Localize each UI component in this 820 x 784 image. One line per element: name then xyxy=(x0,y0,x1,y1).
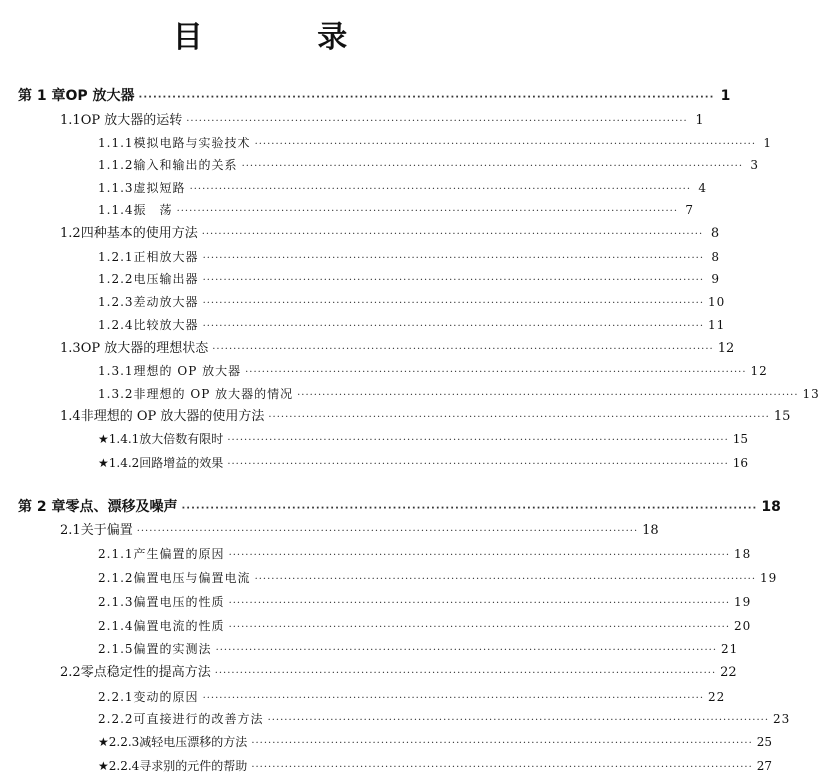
entry-number: 1.2.1 xyxy=(98,250,134,264)
page-number: 8 xyxy=(710,226,720,241)
entry-title: 电压输出器 xyxy=(133,272,199,286)
dot-leader: ························································································································ xyxy=(215,645,718,656)
entry-number: 1.3.1 xyxy=(98,364,134,378)
page-number: 18 xyxy=(761,499,781,515)
entry-title: 理想的 OP 放大器 xyxy=(133,364,242,378)
dot-leader: ························································································································ xyxy=(254,574,757,585)
toc-subsection-entry xyxy=(98,454,749,472)
entry-title: 关于偏置 xyxy=(80,523,133,538)
entry-number: 第 1 章 xyxy=(18,88,66,104)
page-number: 18 xyxy=(734,547,752,561)
page-number: 19 xyxy=(760,571,778,585)
entry-number: 1.4 xyxy=(60,409,81,424)
page-number: 8 xyxy=(711,250,721,264)
dot-leader: ························································································································ xyxy=(251,738,753,749)
entry-title: 零点稳定性的提高方法 xyxy=(80,665,211,680)
page-number: 12 xyxy=(750,364,768,378)
dot-leader: ························································································································ xyxy=(202,253,705,264)
entry-number: 1.2 xyxy=(60,226,81,241)
page-number: 3 xyxy=(750,158,760,172)
entry-number: 2.2.2 xyxy=(98,712,134,726)
page-title: 目 录 xyxy=(172,20,400,55)
entry-number: 1.1 xyxy=(60,113,81,128)
entry-title: 模拟电路与实验技术 xyxy=(133,136,251,150)
dot-leader: ························································································································ xyxy=(201,229,704,240)
entry-number: 1.1.1 xyxy=(98,136,134,150)
dot-leader: ························································································································ xyxy=(202,298,705,309)
entry-number: 1.1.2 xyxy=(98,158,134,172)
dot-leader: ························································································································ xyxy=(268,412,770,423)
entry-title: 减轻电压漂移的方法 xyxy=(139,735,248,749)
dot-leader: ························································································································ xyxy=(228,622,731,633)
entry-number: 2.1.2 xyxy=(98,571,134,585)
dot-leader: ························································································································ xyxy=(189,184,692,195)
dot-leader: ························································································································ xyxy=(267,715,770,726)
toc-section-entry xyxy=(60,522,659,540)
entry-number: 2.1.4 xyxy=(98,619,134,633)
toc-subsection-entry xyxy=(98,134,773,152)
dot-leader: ························································································································ xyxy=(202,275,705,286)
entry-title: 偏置电压的性质 xyxy=(133,595,225,609)
entry-number: 2.1.1 xyxy=(98,547,134,561)
entry-title: 寻求别的元件的帮助 xyxy=(139,759,248,773)
entry-title: 非理想的 OP 放大器的使用方法 xyxy=(80,409,265,424)
page-number: 7 xyxy=(685,203,695,217)
entry-title: 放大倍数有限时 xyxy=(139,432,224,446)
entry-number: 1.3.2 xyxy=(98,387,134,401)
toc-subsection-entry xyxy=(98,201,695,219)
dot-leader: ························································································································ xyxy=(214,668,717,679)
dot-leader: ························································································································ xyxy=(212,344,714,355)
entry-title: 非理想的 OP 放大器的情况 xyxy=(133,387,294,401)
dot-leader: ························································································································ xyxy=(227,459,729,470)
page-number: 15 xyxy=(773,409,791,424)
entry-title: 振 荡 xyxy=(133,203,173,217)
entry-title: 虚拟短路 xyxy=(133,181,186,195)
toc-subsection-entry xyxy=(98,248,721,266)
entry-number: 第 2 章 xyxy=(18,499,66,515)
entry-number: ★2.2.3 xyxy=(98,735,140,749)
entry-title: 产生偏置的原因 xyxy=(133,547,225,561)
page-number: 1 xyxy=(763,136,773,150)
page-number: 18 xyxy=(642,523,659,538)
page-number: 4 xyxy=(698,181,708,195)
entry-title: 零点、漂移及噪声 xyxy=(65,499,178,515)
entry-number: 2.1 xyxy=(60,523,81,538)
dot-leader: ························································································································ xyxy=(202,693,705,704)
entry-title: 可直接进行的改善方法 xyxy=(133,712,264,726)
toc-section-entry xyxy=(60,112,704,130)
page-number: 22 xyxy=(720,665,737,680)
page-number: 20 xyxy=(734,619,752,633)
entry-number: 1.1.3 xyxy=(98,181,134,195)
toc-section-entry xyxy=(60,408,791,426)
page-number: 27 xyxy=(756,759,773,773)
entry-title: 差动放大器 xyxy=(133,295,199,309)
dot-leader: ························································································································ xyxy=(202,321,705,332)
dot-leader: ························································································································ xyxy=(176,206,679,217)
entry-number: 1.2.3 xyxy=(98,295,134,309)
toc-section-entry xyxy=(60,340,735,358)
toc-subsection-entry xyxy=(98,593,752,611)
entry-number: 2.2 xyxy=(60,665,81,680)
entry-title: OP 放大器的理想状态 xyxy=(80,341,209,356)
toc-subsection-entry xyxy=(98,640,739,658)
entry-title: 变动的原因 xyxy=(133,690,199,704)
page-number: 25 xyxy=(756,735,773,749)
toc-subsection-entry xyxy=(98,385,820,403)
toc-chapter-entry xyxy=(18,498,781,516)
toc-subsection-entry xyxy=(98,757,773,775)
page-number: 19 xyxy=(734,595,752,609)
page-number: 10 xyxy=(708,295,726,309)
toc-subsection-entry xyxy=(98,156,760,174)
entry-title: 偏置电压与偏置电流 xyxy=(133,571,251,585)
dot-leader: ························································································································ xyxy=(228,550,731,561)
dot-leader: ························································································································ xyxy=(251,762,753,773)
dot-leader: ························································································································ xyxy=(136,526,639,537)
toc-subsection-entry xyxy=(98,362,768,380)
dot-leader: ························································································································ xyxy=(186,116,688,127)
page-number: 16 xyxy=(732,456,749,470)
page-number: 9 xyxy=(711,272,721,286)
toc-subsection-entry xyxy=(98,293,726,311)
entry-title: 输入和输出的关系 xyxy=(133,158,238,172)
entry-title: OP 放大器的运转 xyxy=(80,113,183,128)
dot-leader: ························································································································ xyxy=(241,161,744,172)
entry-number: 1.3 xyxy=(60,341,81,356)
entry-number: 1.2.4 xyxy=(98,318,134,332)
dot-leader: ························································································································ xyxy=(228,598,731,609)
toc-subsection-entry xyxy=(98,569,778,587)
toc-subsection-entry xyxy=(98,710,791,728)
toc-section-entry xyxy=(60,225,720,243)
page-number: 1 xyxy=(720,88,731,104)
entry-number: ★1.4.1 xyxy=(98,432,140,446)
toc-subsection-entry xyxy=(98,688,726,706)
toc-chapter-entry xyxy=(18,87,731,105)
toc-subsection-entry xyxy=(98,270,721,288)
entry-title: 偏置的实测法 xyxy=(133,642,212,656)
entry-title: OP 放大器 xyxy=(65,88,135,104)
page-number: 12 xyxy=(717,341,735,356)
toc-subsection-entry xyxy=(98,545,752,563)
entry-title: 回路增益的效果 xyxy=(139,456,224,470)
entry-number: 2.2.1 xyxy=(98,690,134,704)
dot-leader: ························································································································ xyxy=(254,139,757,150)
dot-leader: ························································································································ xyxy=(245,367,747,378)
entry-number: 1.1.4 xyxy=(98,203,134,217)
entry-number: 2.1.3 xyxy=(98,595,134,609)
entry-title: 比较放大器 xyxy=(133,318,199,332)
entry-title: 正相放大器 xyxy=(133,250,199,264)
page-number: 23 xyxy=(773,712,791,726)
entry-title: 四种基本的使用方法 xyxy=(80,226,198,241)
entry-title: 偏置电流的性质 xyxy=(133,619,225,633)
page-number: 1 xyxy=(695,113,704,128)
toc-subsection-entry xyxy=(98,733,773,751)
dot-leader: ························································································································ xyxy=(227,435,729,446)
toc-subsection-entry xyxy=(98,430,749,448)
dot-leader: ························································································································ xyxy=(181,503,758,514)
dot-leader: ························································································································ xyxy=(138,92,715,103)
page-number: 15 xyxy=(732,432,749,446)
page-number: 11 xyxy=(708,318,726,332)
toc-subsection-entry xyxy=(98,179,708,197)
toc-subsection-entry xyxy=(98,617,752,635)
entry-number: 1.2.2 xyxy=(98,272,134,286)
dot-leader: ························································································································ xyxy=(297,390,799,401)
page-number: 22 xyxy=(708,690,726,704)
page-number: 21 xyxy=(721,642,739,656)
entry-number: ★1.4.2 xyxy=(98,456,140,470)
toc-subsection-entry xyxy=(98,316,726,334)
page-number: 13 xyxy=(802,387,820,401)
entry-number: 2.1.5 xyxy=(98,642,134,656)
entry-number: ★2.2.4 xyxy=(98,759,140,773)
toc-section-entry xyxy=(60,664,737,682)
